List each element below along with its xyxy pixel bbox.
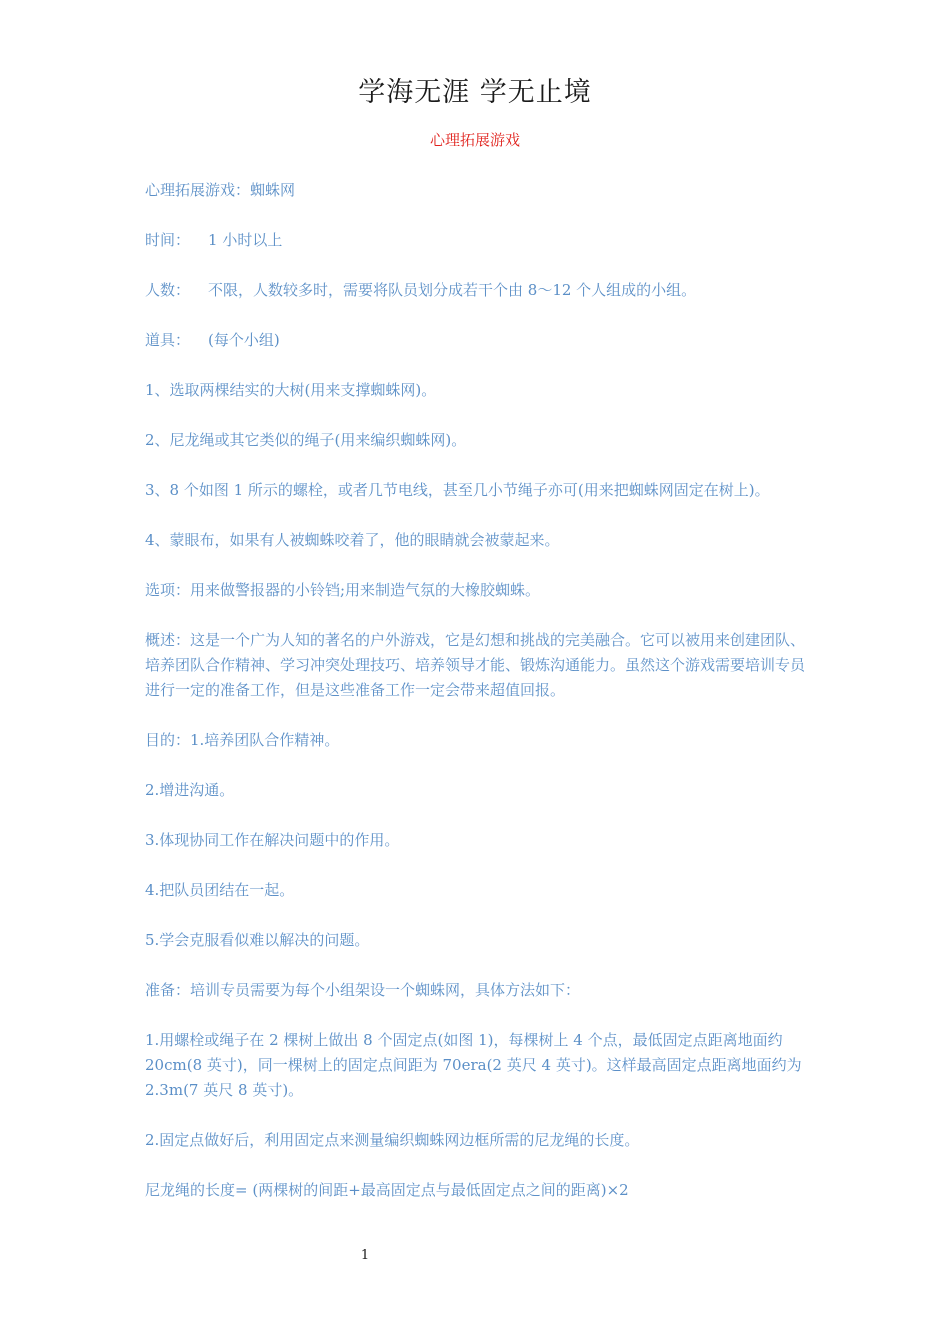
props-value: (每个小组) bbox=[208, 331, 280, 349]
formula-line: 尼龙绳的长度= (两棵树的间距+最高固定点与最低固定点之间的距离)×2 bbox=[145, 1181, 629, 1199]
people-line bbox=[145, 278, 809, 303]
time-value: 1 小时以上 bbox=[208, 231, 283, 249]
game-name: 心理拓展游戏：蜘蛛网 bbox=[145, 181, 296, 199]
time-line bbox=[145, 228, 809, 253]
document-body bbox=[145, 178, 809, 1228]
overview-paragraph: 概述：这是一个广为人知的著名的户外游戏，它是幻想和挑战的完美融合。它可以被用来创建团队、培养团队合作精神、学习冲突处理技巧、培养领导才能、锻炼沟通能力。虽然这个游戏需要培训专员进行一定的准备工作，但是这些准备工作一定会带来超值回报。 bbox=[145, 631, 806, 699]
prep-intro: 准备：培训专员需要为每个小组架设一个蜘蛛网，具体方法如下： bbox=[145, 981, 581, 999]
goal-item: 3.体现协同工作在解决问题中的作用。 bbox=[145, 831, 400, 849]
people-label: 人数： bbox=[145, 281, 191, 299]
goal-item: 4.把队员团结在一起。 bbox=[145, 881, 295, 899]
document-subtitle: 心理拓展游戏 bbox=[429, 131, 520, 149]
goal-item: 2.增进沟通。 bbox=[145, 781, 235, 799]
props-item: 4、蒙眼布，如果有人被蜘蛛咬着了，他的眼睛就会被蒙起来。 bbox=[145, 531, 560, 549]
options-paragraph: 选项：用来做警报器的小铃铛;用来制造气氛的大橡胶蜘蛛。 bbox=[145, 581, 541, 599]
goal-item: 5.学会克服看似难以解决的问题。 bbox=[145, 931, 370, 949]
props-line bbox=[145, 328, 809, 353]
goal-item: 目的：1.培养团队合作精神。 bbox=[145, 731, 340, 749]
props-label: 道具： bbox=[145, 331, 191, 349]
props-item: 2、尼龙绳或其它类似的绳子(用来编织蜘蛛网)。 bbox=[145, 431, 467, 449]
page-number: 1 bbox=[360, 1248, 370, 1263]
time-label: 时间： bbox=[145, 231, 191, 249]
props-item: 1、选取两棵结实的大树(用来支撑蜘蛛网)。 bbox=[145, 381, 437, 399]
props-item: 3、8 个如图 1 所示的螺栓，或者几节电线，甚至几小节绳子亦可(用来把蜘蛛网固定在树上)。 bbox=[145, 481, 770, 499]
prep-step: 2.固定点做好后，利用固定点来测量编织蜘蛛网边框所需的尼龙绳的长度。 bbox=[145, 1131, 640, 1149]
page-header: 学海无涯 学无止境 bbox=[358, 77, 592, 108]
people-value: 不限，人数较多时，需要将队员划分成若干个由 8～12 个人组成的小组。 bbox=[208, 281, 697, 299]
prep-step: 1.用螺栓或绳子在 2 棵树上做出 8 个固定点(如图 1)，每棵树上 4 个点，最低固定点距离地面约 20cm(8 英寸)，同一棵树上的固定点间距为 70era(2 英尺 4 英寸)。这样最高固定点距离地面约为 2.3m(7 英尺 8 英寸)。 bbox=[145, 1031, 802, 1099]
